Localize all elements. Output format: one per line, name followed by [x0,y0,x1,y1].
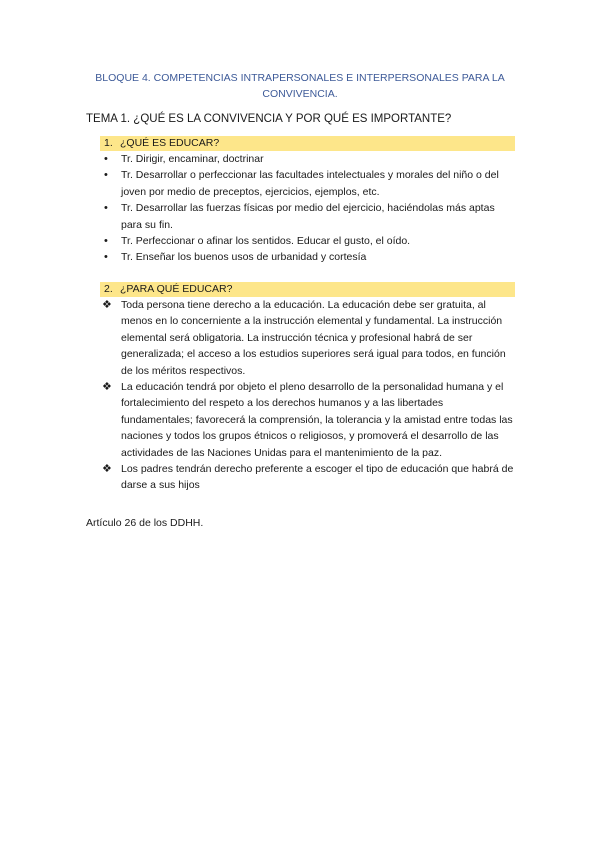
list-item-text: Tr. Perfeccionar o afinar los sentidos. Educar el gusto, el oído. [121,235,411,248]
bullet-icon: • [104,202,108,215]
list-item [104,151,516,167]
bullet-icon: • [104,169,108,182]
section-2-heading [100,282,515,297]
block-title: BLOQUE 4. COMPETENCIAS INTRAPERSONALES E INTERPERSONALES PARA LA CONVIVENCIA. [95,72,505,100]
section-1-heading [100,136,515,151]
section-2-title: ¿PARA QUÉ EDUCAR? [120,283,233,295]
list-item [104,167,516,200]
list-item-text: Toda persona tiene derecho a la educación. La educación debe ser gratuita, al menos en lo concerniente a la instrucción elemental y fundamental. La instrucción elemental será obligatoria. La instrucción técnica y profesional habrá de ser generalizada; el acceso a los estudios superiores será igual para todos, en función de los méritos respectivos. [121,299,506,377]
bullet-icon: • [104,251,108,264]
section-1-number: 1. [104,137,113,149]
list-item [104,379,516,461]
list-item [104,461,516,494]
footer-citation: Artículo 26 de los DDHH. [86,517,204,529]
bullet-icon: • [104,153,108,165]
list-item-text: Tr. Desarrollar o perfeccionar las facultades intelectuales y morales del niño o del joven por medio de preceptos, ejercicios, ejemplos, etc. [121,169,499,198]
list-item-text: La educación tendrá por objeto el pleno desarrollo de la personalidad humana y el fortalecimiento del respeto a los derechos humanos y a las libertades fundamentales; favorecerá la comprensión, la tolerancia y la amistad entre todas las naciones y todos los grupos étnicos o religiosos, y promoverá el desarrollo de las actividades de las Naciones Unidas para el mantenimiento de la paz. [121,381,513,459]
bullet-icon: • [104,235,108,248]
diamond-bullet-icon: ❖ [102,381,112,394]
list-item-text: Los padres tendrán derecho preferente a escoger el tipo de educación que habrá de darse a sus hijos [121,463,514,492]
diamond-bullet-icon: ❖ [102,463,112,476]
list-item-text: Tr. Desarrollar las fuerzas físicas por medio del ejercicio, haciéndolas más aptas para su fin. [121,202,495,231]
section-1-list [104,151,516,266]
diamond-bullet-icon: ❖ [102,299,112,311]
section-2-list [104,297,516,494]
list-item-text: Tr. Dirigir, encaminar, doctrinar [121,153,264,165]
list-item [104,200,516,233]
tema-heading: TEMA 1. ¿QUÉ ES LA CONVIVENCIA Y POR QUÉ ES IMPORTANTE? [86,113,452,125]
list-item [104,249,516,265]
list-item-text: Tr. Enseñar los buenos usos de urbanidad y cortesía [121,251,367,264]
list-item [104,297,516,379]
section-1-title: ¿QUÉ ES EDUCAR? [120,137,220,149]
section-2-number: 2. [104,283,113,295]
list-item [104,233,516,249]
